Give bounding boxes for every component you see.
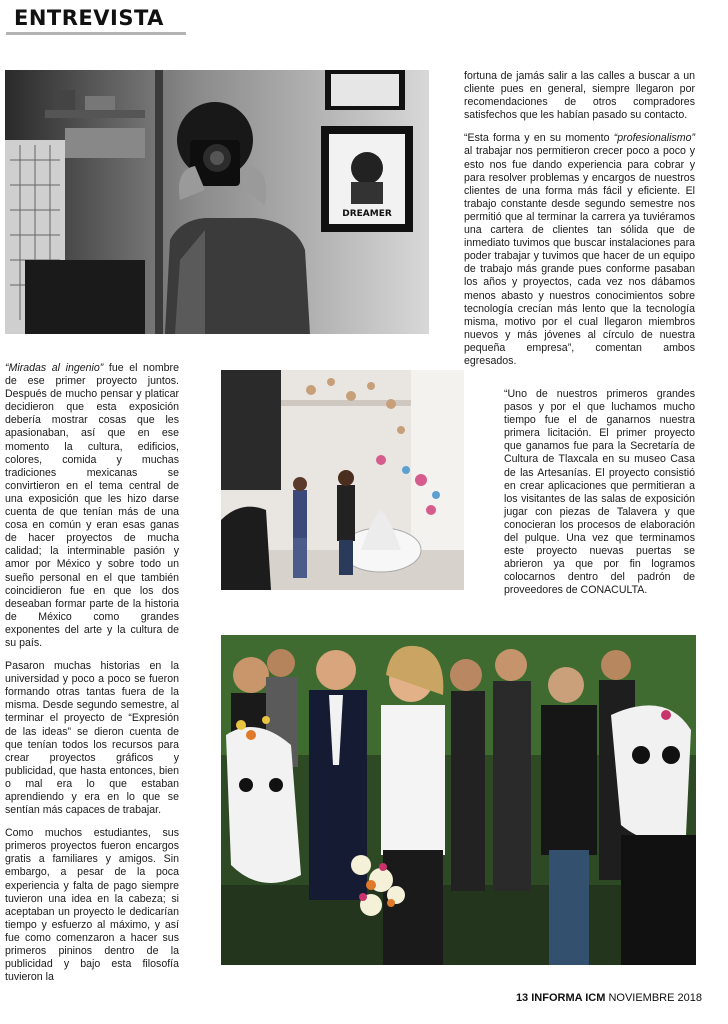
photo-event-group — [221, 635, 696, 965]
paragraph-licitacion: “Uno de nuestros primeros grandes pasos y por el que luchamos mucho tiempo fue el de ganarnos nuestra primera licitación. El primer proyecto que ganamos fue para la Secretaría de Cultura de Tlaxcala en su museo Casa de las Artesanías. El proyecto consistió en crear aplicaciones que permitieran a los visitantes de las salas de exposición jugar con piezas de Talavera y que conocieran los procesos de elaboración del pulque. Una vez que terminamos este proyecto nuevas puertas se abrieron ya que por fin logramos colocarnos dentro del padrón de proveedores de CONACULTA. — [504, 388, 695, 597]
column-right-mid — [504, 388, 695, 608]
paragraph-historias: Pasaron muchas historias en la universidad y poco a poco se fueron formando otras tantas fuera de la misma. Desde segundo semestre, al terminar el proyecto de “Expresión de las ideas” se dieron cuenta de que tenían todos los recursos para crear proyectos gráficos y publicidad, que hasta entonces, bien o mal era lo que estaban aprendiendo y era en lo que se sentían más capaces de trabajar. — [5, 660, 179, 817]
photo-photographer — [5, 70, 429, 334]
title-underline — [6, 32, 186, 35]
italic-miradas: “Miradas al ingenio” — [5, 362, 104, 374]
paragraph-miradas-text: fue el nombre de ese primer proyecto juntos. Después de mucho pensar y platicar decidieron que esta exposición debería mostrar cosas que les apasionaban, así que en ese momento la cultura, edificios, colores, comida y muchas tradiciones mexicanas se convirtieron en el tema central de una exposición que les hizo darse cuenta de que tenían más de una cosa en común y eran esas ganas de hacer proyectos de mucha calidad; la interminable pasión y amor por México y sobre todo un sueño personal en el que también coincidieron fue en que los dos deseaban formar parte de la historia de México como grandes exponentes del arte y la cultura de su país. — [5, 362, 179, 649]
issue-date: NOVIEMBRE 2018 — [608, 992, 702, 1004]
paragraph-miradas — [5, 362, 179, 650]
paragraph-fortuna: fortuna de jamás salir a las calles a buscar a un cliente pues en general, siempre llegaron por recomendaciones de otros compradores satisfechos que les habían pasado su contacto. — [464, 70, 695, 122]
page-footer — [516, 992, 702, 1004]
paragraph-estudiantes: Como muchos estudiantes, sus primeros proyectos fueron encargos gratis a familiares y amigos. Sin embargo, a pesar de la poca experiencia y falta de pago siempre tuvieron una idea en la cabeza; si aceptaban un proyecto le dedicarían tiempo y esfuerzo al máximo, y así fue como comenzaron a hacer sus primeros pininos dentro de la publicidad y bajo esta filosofía tuvieron la — [5, 827, 179, 984]
italic-profesionalismo: “profesionalismo” — [613, 132, 695, 145]
paragraph-profesionalismo-a: “Esta forma y en su momento — [464, 132, 614, 145]
photo-exhibition — [221, 370, 464, 590]
magazine-brand: INFORMA ICM — [531, 992, 606, 1004]
column-left — [5, 362, 179, 994]
paragraph-profesionalismo — [464, 132, 695, 368]
dreamer-sign-text: DREAMER — [342, 209, 392, 219]
column-right-top — [464, 70, 695, 378]
section-title: ENTREVISTA — [14, 6, 164, 30]
page-number: 13 — [515, 992, 529, 1004]
paragraph-profesionalismo-b: al trabajar nos permitieron crecer poco a poco y esto nos fue dando experiencia para cobrar y para resolver problemas y encargos de nuestros clientes de una forma más fácil y eficiente. El trabajo constante desde segundo semestre nos permitió que al terminar la carrera ya tuviéramos una cartera de clientes tan sólida que de inmediato tuvimos que buscar instalaciones para poder trabajar y tuvimos que hacer de un equipo de trabajo más grande pues conforme pasaban los años y proyectos, cada vez nos dábamos menos abasto y nuestros conocimientos sobre tecnología crecían más lento que la tecnología misma, motivo por el cual llegaron miembros nuevos y más jóvenes al círculo de nuestra pequeña empresa”, comentan ambos egresados. — [464, 145, 695, 367]
